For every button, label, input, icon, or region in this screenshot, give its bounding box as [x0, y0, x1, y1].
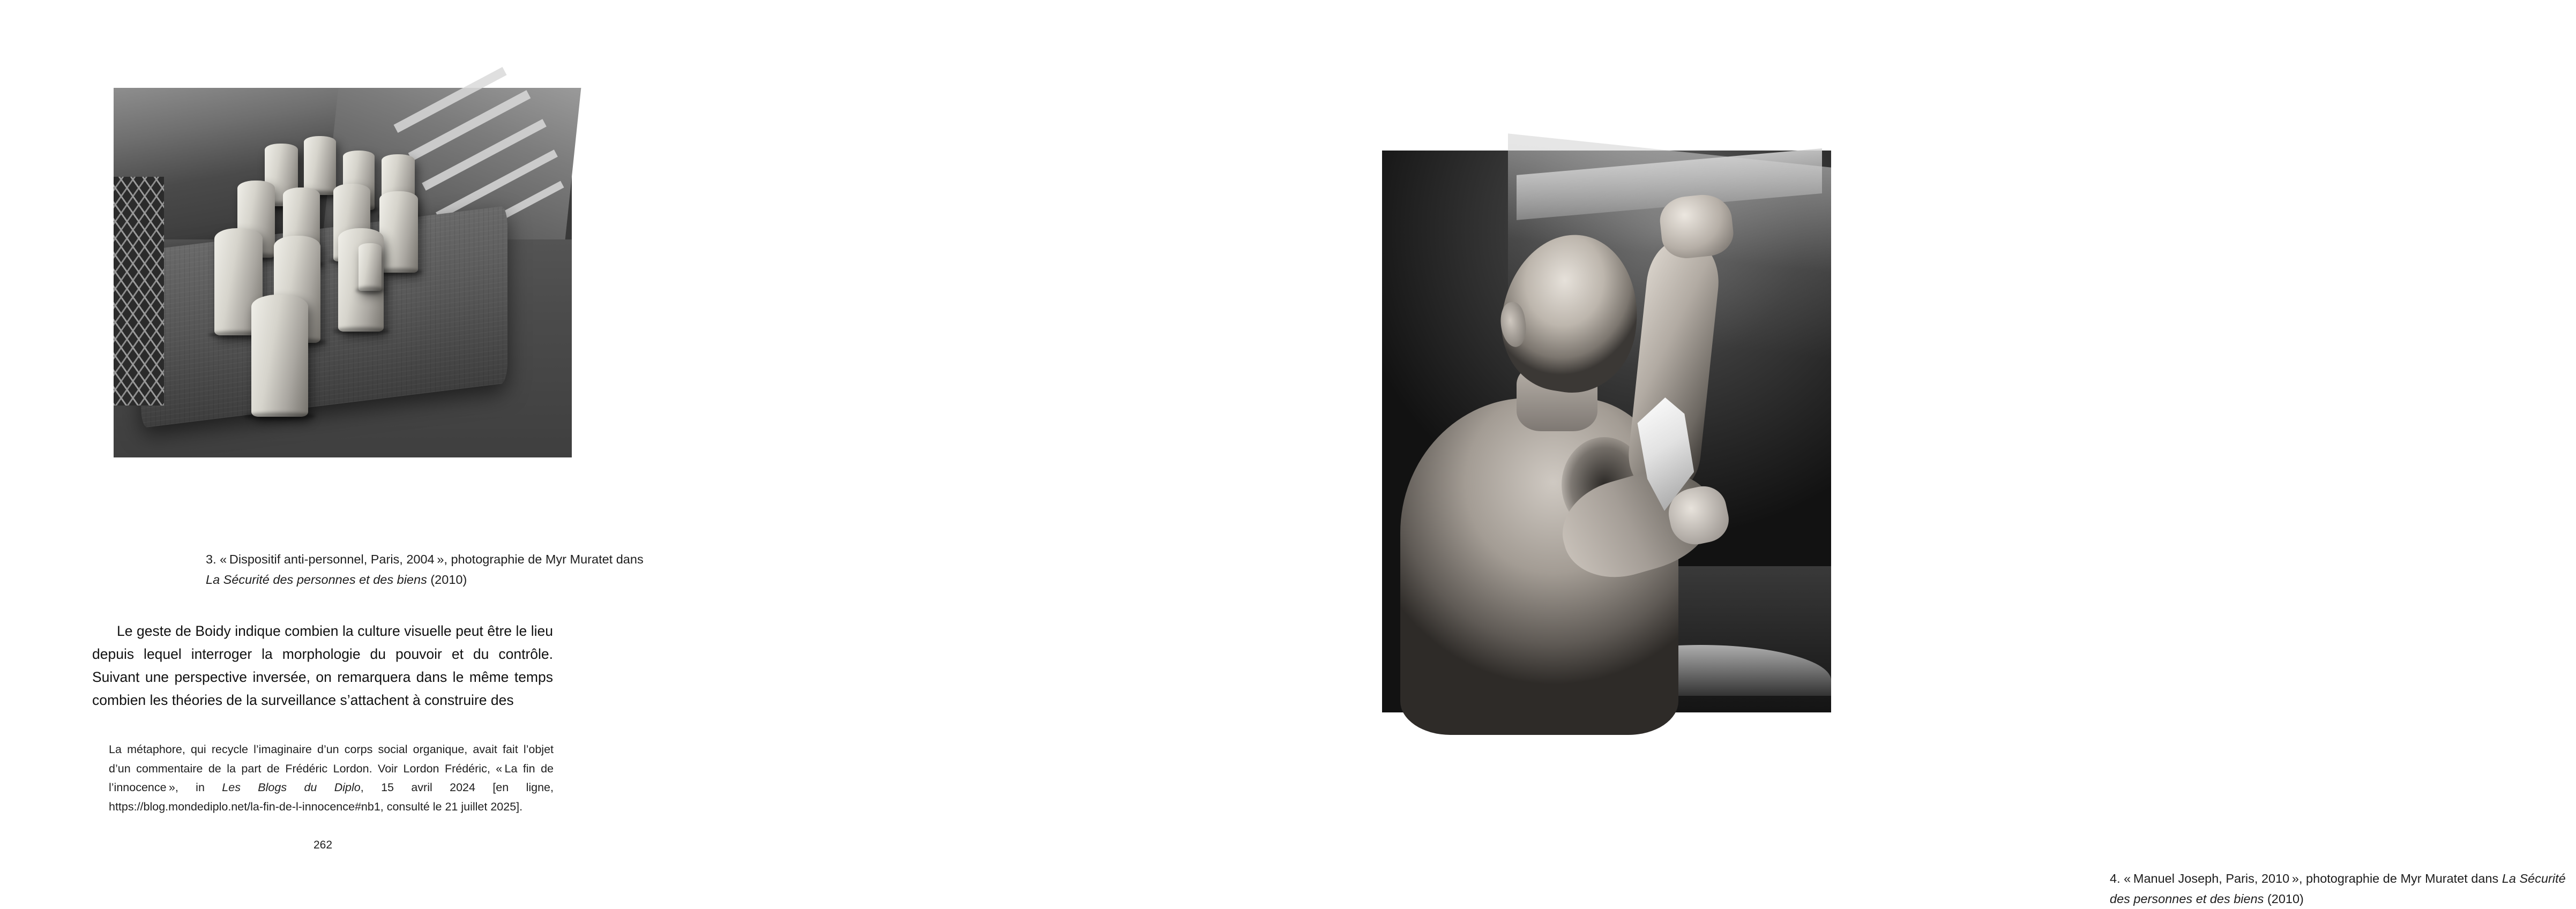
body-paragraph-text: Le geste de Boidy indique combien la culture visuelle peut être le lieu depuis lequel interroger la morphologie du pouvoir et du contrôle. Suivant une perspective inversée, on remarquera dans le même temps combien les théories de la surveillance s’attachent à construire des: [92, 622, 553, 709]
bollard: [304, 136, 336, 195]
figure-4-caption-title: La Sécurité des personnes et des biens: [2110, 872, 2566, 906]
figure-3-caption-title: La Sécurité des personnes et des biens: [206, 573, 427, 587]
figure-3-caption: [206, 549, 677, 590]
bollard: [379, 191, 418, 273]
figure-3-caption-year: (2010): [427, 573, 467, 587]
left-page: [0, 0, 644, 885]
footnote-part2: , 15 avril 2024 [en ligne, https://blog.mondediplo.net/la-fin-de-l-innocence#nb1, consulté le 21 juillet 2025].: [109, 781, 554, 814]
figure-4: [1382, 151, 2566, 906]
figure-4-caption-part1: 4. « Manuel Joseph, Paris, 2010 », photographie de Myr Muratet dans: [2110, 872, 2502, 885]
figure-4-caption: [2110, 868, 2576, 909]
figure-3-caption-line1: 3. « Dispositif anti-personnel, Paris, 2004 », photographie de Myr Muratet dans: [206, 552, 644, 566]
metal-grate: [114, 177, 164, 406]
figure-3-image: [114, 88, 572, 457]
figure-4-caption-part2: (2010): [2264, 892, 2304, 906]
page-number: 262: [313, 839, 333, 851]
figure-3: [114, 88, 644, 587]
portrait-scene: [1382, 151, 1831, 712]
footnote-part1: La métaphore, qui recycle l’imaginaire d’un corps social organique, avait fait l’objet d’un commentaire de la part de Frédéric Lordon. Voir Lordon Frédéric, « La fin de l’innocence », in: [109, 743, 554, 794]
clenched-fist: [1657, 192, 1735, 261]
bollard: [251, 295, 309, 417]
street-scene: [114, 88, 572, 457]
footnote-source-title: Les Blogs du Diplo: [222, 781, 361, 794]
right-page: [633, 0, 2566, 906]
body-paragraph: [92, 620, 553, 712]
bollard: [359, 243, 382, 291]
figure-4-image: [1382, 151, 1831, 712]
footnote: [109, 740, 554, 817]
